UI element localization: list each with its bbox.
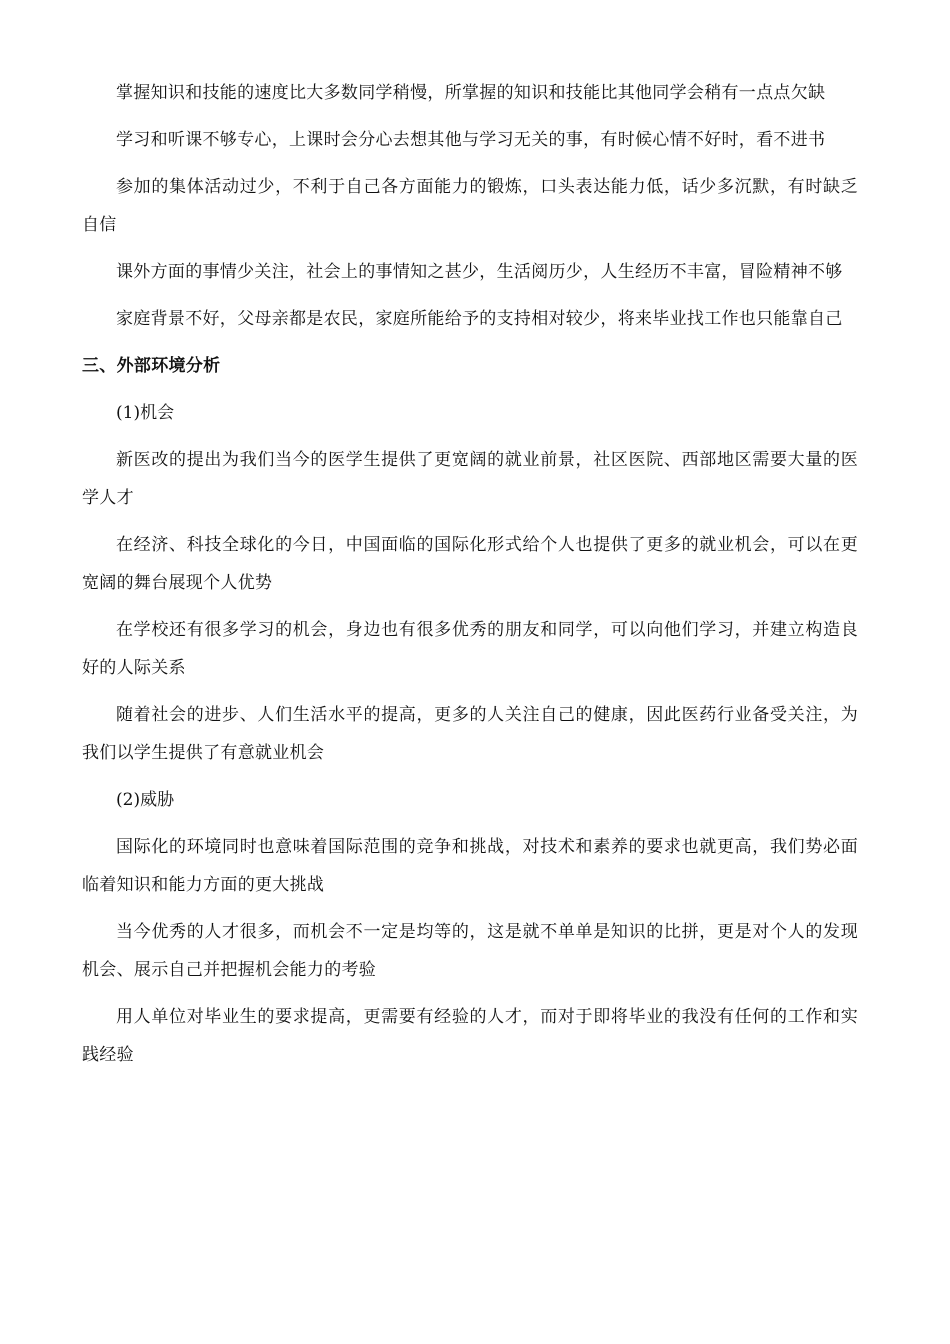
- document-page: [82, 74, 858, 1083]
- weakness-paragraph-2: 学习和听课不够专心，上课时会分心去想其他与学习无关的事，有时候心情不好时，看不进书: [116, 130, 826, 150]
- section-heading: 三、外部环境分析: [82, 356, 221, 376]
- opportunity-paragraph-3: 在学校还有很多学习的机会，身边也有很多优秀的朋友和同学，可以向他们学习，并建立构造良好的人际关系: [82, 620, 858, 678]
- weakness-paragraph-5: 家庭背景不好，父母亲都是农民，家庭所能给予的支持相对较少，将来毕业找工作也只能靠自己: [116, 309, 843, 329]
- weakness-paragraph-3: 参加的集体活动过少，不利于自己各方面能力的锻炼，口头表达能力低，话少多沉默，有时缺乏自信: [82, 177, 858, 235]
- weakness-paragraph-4: 课外方面的事情少关注，社会上的事情知之甚少，生活阅历少，人生经历不丰富，冒险精神不够: [116, 262, 843, 282]
- threat-paragraph-3: 用人单位对毕业生的要求提高，更需要有经验的人才，而对于即将毕业的我没有任何的工作和实践经验: [82, 1007, 858, 1065]
- opportunity-paragraph-2: 在经济、科技全球化的今日，中国面临的国际化形式给个人也提供了更多的就业机会，可以在更宽阔的舞台展现个人优势: [82, 535, 858, 593]
- threat-label: (2)威胁: [116, 790, 175, 810]
- threat-paragraph-1: 国际化的环境同时也意味着国际范围的竞争和挑战，对技术和素养的要求也就更高，我们势必面临着知识和能力方面的更大挑战: [82, 837, 858, 895]
- opportunity-label: (1)机会: [116, 403, 175, 423]
- opportunity-paragraph-4: 随着社会的进步、人们生活水平的提高，更多的人关注自己的健康，因此医药行业备受关注，为我们以学生提供了有意就业机会: [82, 705, 858, 763]
- threat-paragraph-2: 当今优秀的人才很多，而机会不一定是均等的，这是就不单单是知识的比拼，更是对个人的发现机会、展示自己并把握机会能力的考验: [82, 922, 858, 980]
- opportunity-paragraph-1: 新医改的提出为我们当今的医学生提供了更宽阔的就业前景，社区医院、西部地区需要大量的医学人才: [82, 450, 858, 508]
- weakness-paragraph-1: 掌握知识和技能的速度比大多数同学稍慢，所掌握的知识和技能比其他同学会稍有一点点欠缺: [116, 83, 826, 103]
